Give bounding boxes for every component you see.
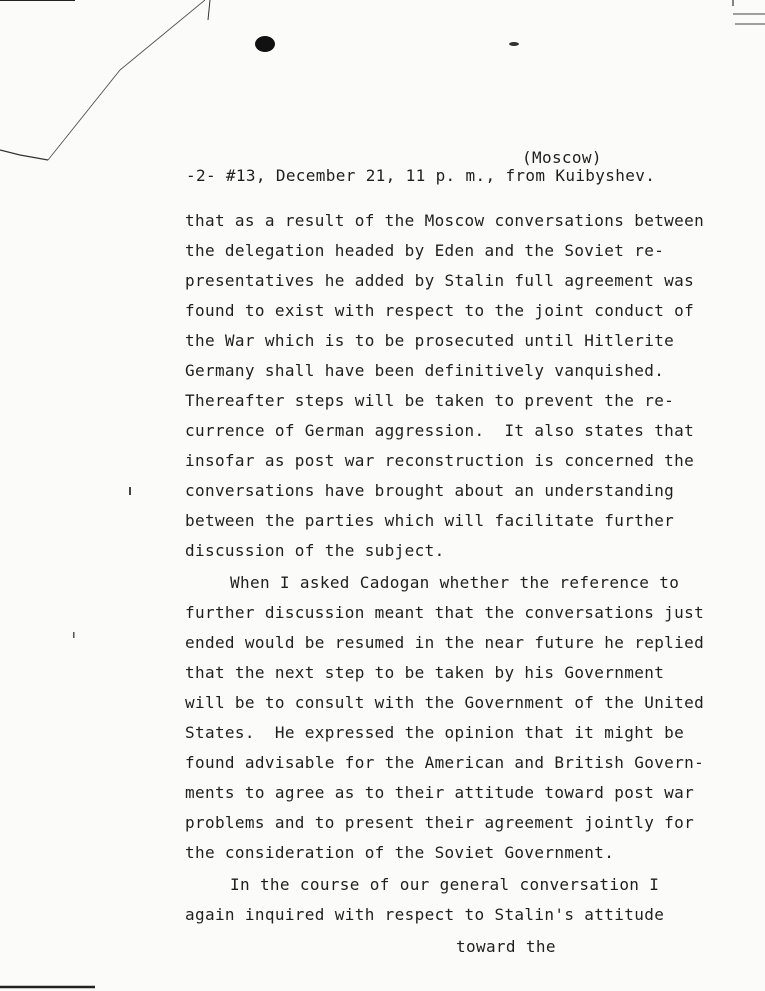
- body-line: found to exist with respect to the joint conduct of: [185, 301, 695, 320]
- footer-catchword: toward the: [456, 937, 556, 956]
- header-reference: -2- #13, December 21, 11 p. m., from Kuibyshev.: [186, 166, 656, 185]
- body-line: presentatives he added by Stalin full agreement was: [185, 271, 695, 290]
- body-line: Thereafter steps will be taken to prevent the re-: [185, 391, 675, 410]
- body-line: When I asked Cadogan whether the reference to: [230, 573, 680, 592]
- body-line: discussion of the subject.: [185, 541, 445, 560]
- body-line: again inquired with respect to Stalin's attitude: [185, 905, 665, 924]
- body-line: conversations have brought about an understanding: [185, 481, 675, 500]
- body-line: that the next step to be taken by his Government: [185, 663, 665, 682]
- body-line: ments to agree as to their attitude toward post war: [185, 783, 695, 802]
- header-city: (Moscow): [522, 148, 602, 167]
- body-line: between the parties which will facilitate further: [185, 511, 675, 530]
- body-line: the consideration of the Soviet Government.: [185, 843, 615, 862]
- body-line: insofar as post war reconstruction is concerned the: [185, 451, 695, 470]
- body-line: problems and to present their agreement jointly for: [185, 813, 695, 832]
- body-line: ended would be resumed in the near future he replied: [185, 633, 705, 652]
- body-line: will be to consult with the Government of the United: [185, 693, 705, 712]
- body-line: further discussion meant that the conversations just: [185, 603, 705, 622]
- body-line: currence of German aggression. It also states that: [185, 421, 695, 440]
- body-line: that as a result of the Moscow conversations between: [185, 211, 705, 230]
- body-line: the War which is to be prosecuted until Hitlerite: [185, 331, 675, 350]
- body-line: found advisable for the American and British Govern-: [185, 753, 705, 772]
- body-line: Germany shall have been definitively vanquished.: [185, 361, 665, 380]
- body-line: the delegation headed by Eden and the Soviet re-: [185, 241, 665, 260]
- body-line: In the course of our general conversation I: [230, 875, 660, 894]
- body-line: States. He expressed the opinion that it might be: [185, 723, 685, 742]
